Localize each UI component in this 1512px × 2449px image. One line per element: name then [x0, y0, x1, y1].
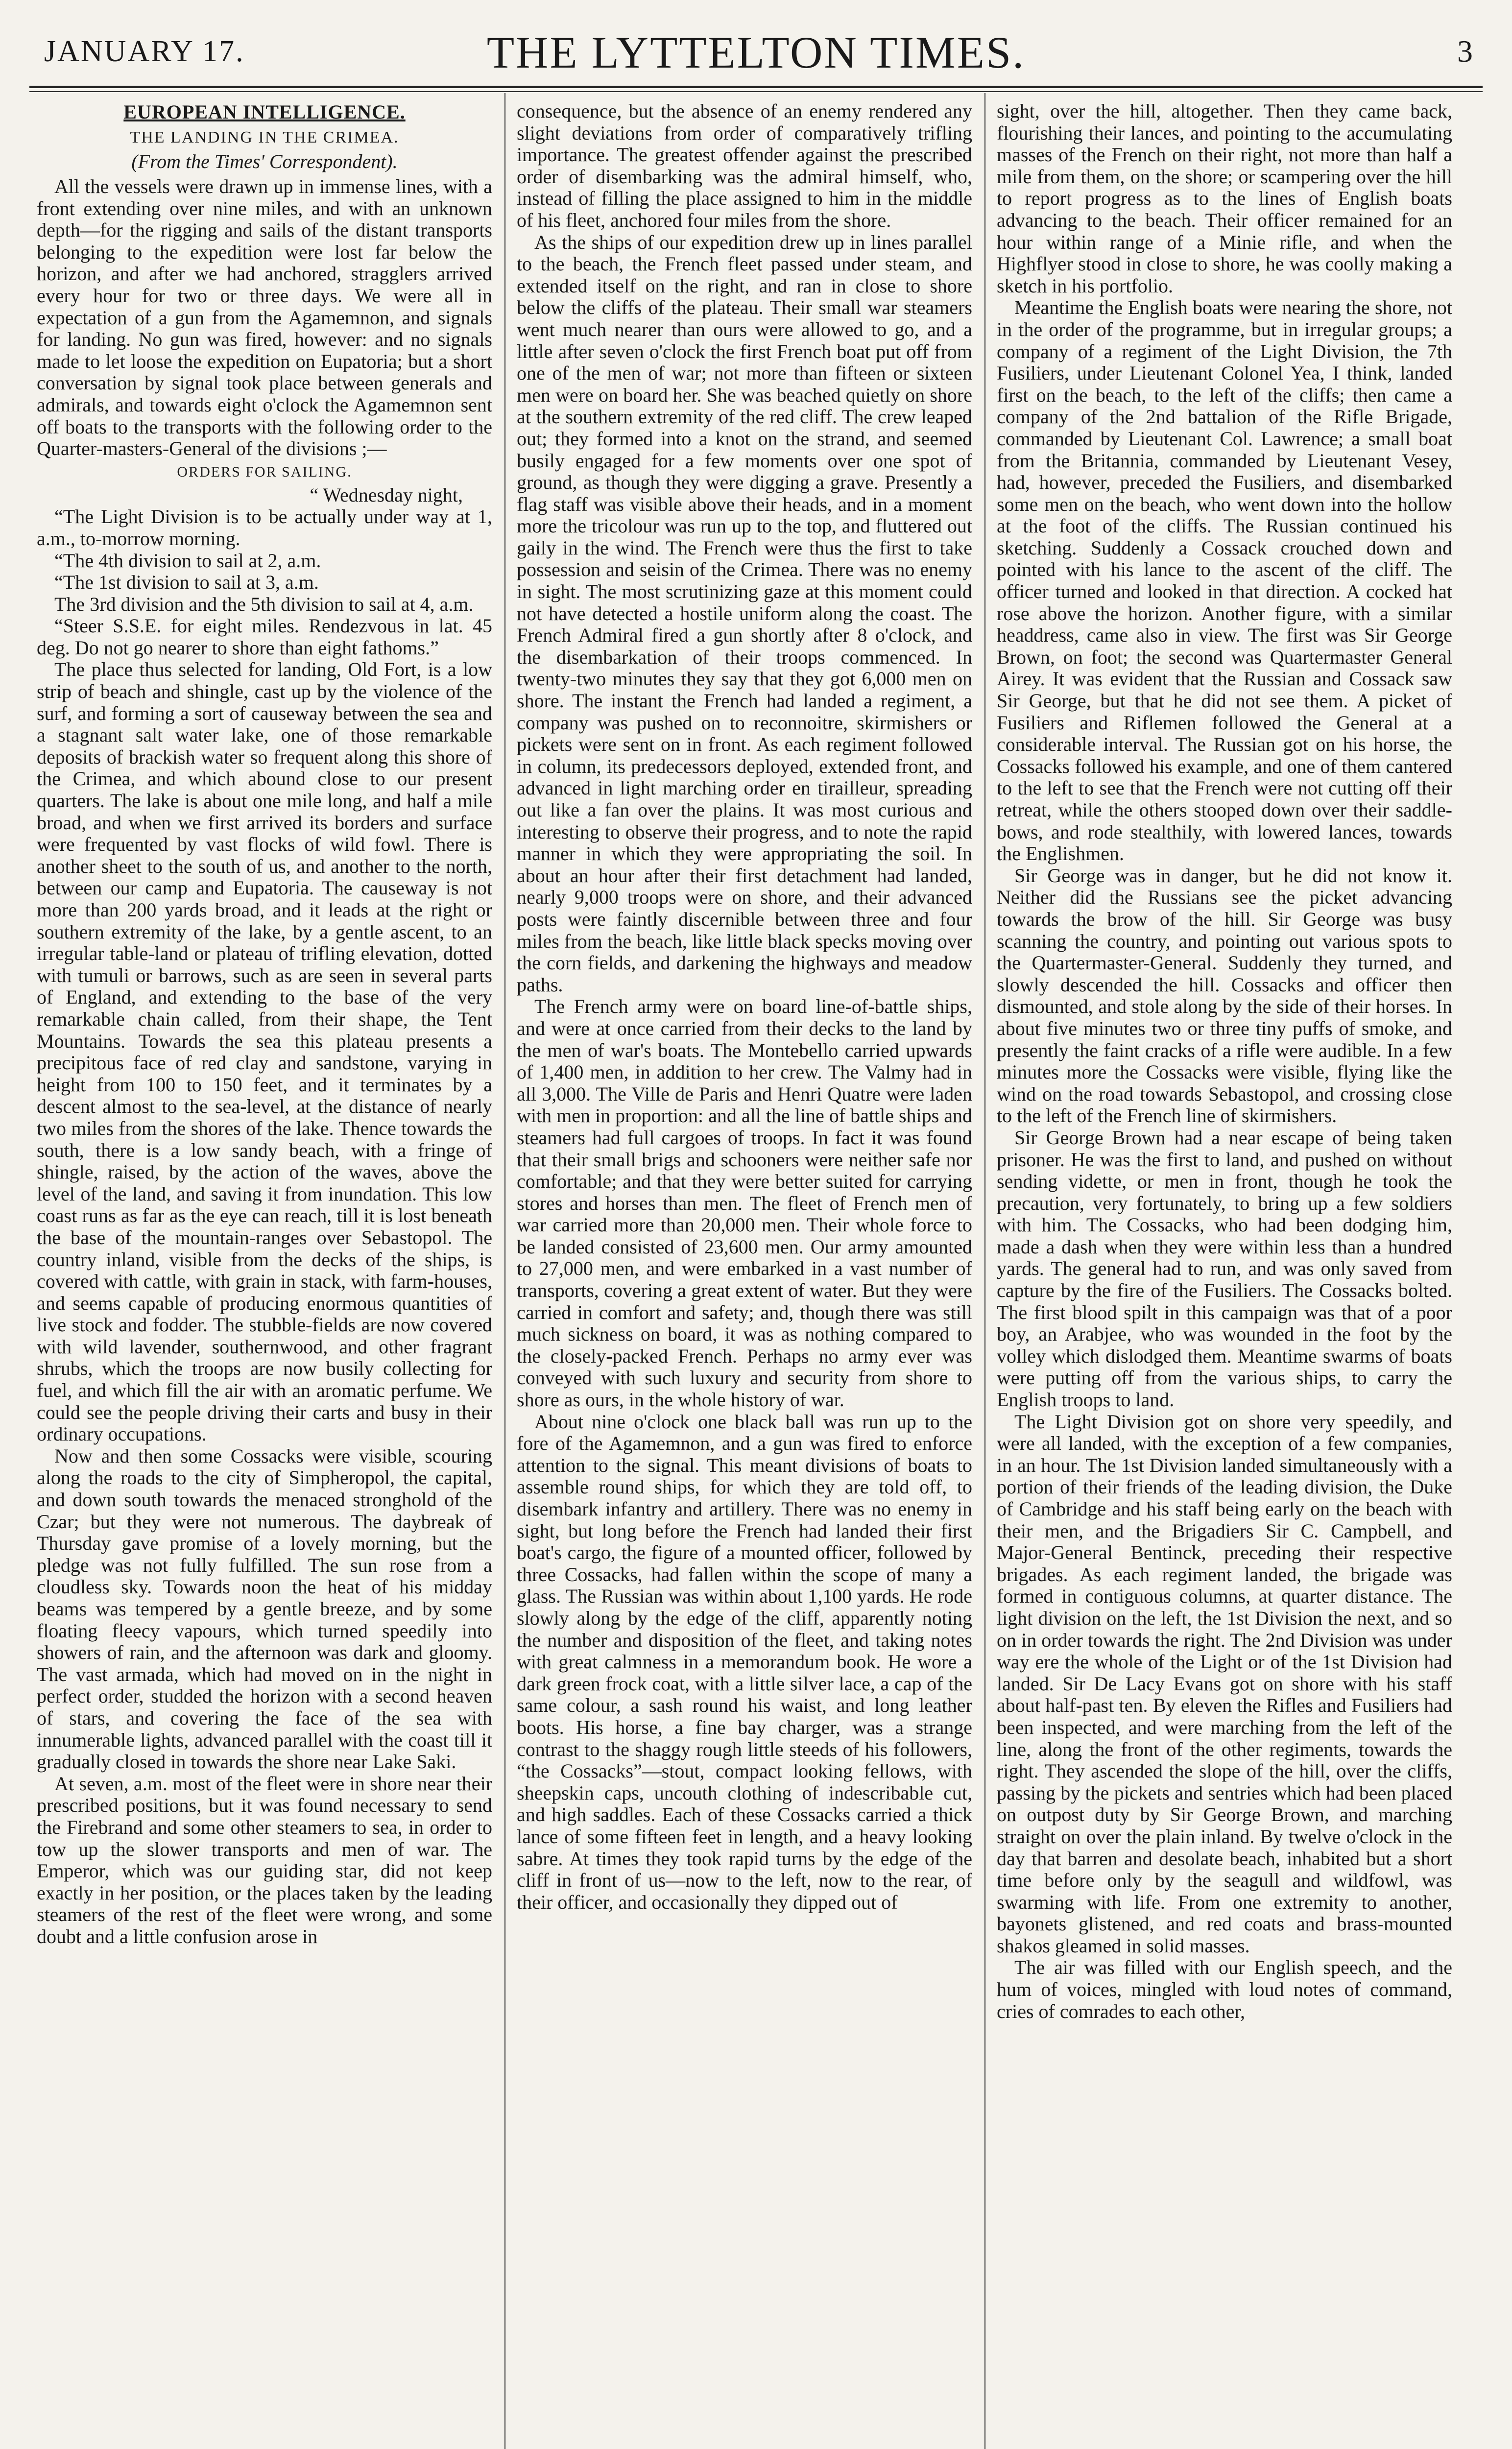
order-line: “The Light Division is to be actually under way at 1, a.m., to-morrow morning. [37, 505, 492, 550]
order-line: “The 4th division to sail at 2, a.m. [54, 549, 321, 572]
order-line: “ Wednesday night, [310, 483, 463, 506]
order-line: “Steer S.S.E. for eight miles. Rendezvous in lat. 45 deg. Do not go nearer to shore than eight fathoms.” [37, 615, 492, 659]
paragraph: sight, over the hill, altogether. Then they came back, flourishing their lances, and pointing to the accumulating masses of the French on their right, not more than half a mile from them, on the shore; or scampering over the hill to report progress as to the lines of English boats advancing to the beach. Their officer remained for an hour within range of a Minie rifle, and when the Highflyer stood in close to shore, he was coolly making a sketch in his portfolio. [997, 100, 1452, 297]
masthead [39, 24, 1473, 77]
paragraph: The French army were on board line-of-battle ships, and were at once carried from their decks to the land by the men of war's boats. The Montebello carried upwards of 1,400 men, in addition to her crew. The Valmy had in all 3,000. The Ville de Paris and Henri Quatre were laden with men in proportion: and all the line of battle ships and steamers had full cargoes of troops. In fact it was found that their small brigs and schooners were neither safe nor comfortable; and that they were better suited for carrying stores and horses than men. The fleet of French men of war carried more than 20,000 men. Their whole force to be landed consisted of 23,600 men. Our army amounted to 27,000 men, and were embarked in a vast number of transports, covering a great extent of water. But they were carried in comfort and safety; and, though there was still much sickness on board, it was as nothing compared to the closely-packed French. Perhaps no army ever was conveyed with such luxury and security from shore to shore as ours, in the whole history of war. [517, 995, 972, 1411]
newspaper-title: THE LYTTELTON TIMES. [486, 27, 1026, 77]
paragraph: The air was filled with our English speech, and the hum of voices, mingled with loud notes of command, cries of comrades to each other, [997, 1956, 1452, 2022]
paragraph: consequence, but the absence of an enemy rendered any slight deviations from order of comparatively trifling importance. The greatest offender against the prescribed order of disembarking was the admiral himself, who, instead of filling the place assigned to him in the middle of his fleet, anchored four miles from the shore. [517, 100, 972, 231]
column-3 [997, 100, 1452, 2449]
paragraph: All the vessels were drawn up in immense lines, with a front extending over nine miles, and with an unknown depth—for the rigging and sails of the distant transports belonging to the expedition were lost far below the horizon, and after we had anchored, stragglers arrived every hour for two or three days. We were all in expectation of a gun from the Agamemnon, and signals for landing. No gun was fired, however: and no signals made to let loose the expedition on Eupatoria; but a short conversation by signal took place between generals and admirals, and towards eight o'clock the Agamemnon sent off boats to the transports with the following order to the Quarter-masters-General of the divisions ;— [37, 175, 492, 460]
column-rule [984, 93, 985, 2449]
paragraph: Now and then some Cossacks were visible, scouring along the roads to the city of Simpheropol, the capital, and down south towards the menaced stronghold of the Czar; but they were not numerous. The daybreak of Thursday gave promise of a lovely morning, but the pledge was not fully fulfilled. The sun rose from a cloudless sky. Towards noon the heat of his midday beams was tempered by a gentle breeze, and by some floating fleecy vapours, which turned speedily into showers of rain, and the afternoon was dark and gloomy. The vast armada, which had moved on in the night in perfect order, studded the horizon with a second heaven of stars, and covering the face of the sea with innumerable lights, advanced parallel with the coast till it gradually closed in towards the shore near Lake Saki. [37, 1444, 492, 1773]
paragraph: At seven, a.m. most of the fleet were in shore near their prescribed positions, but it was found necessary to send the Firebrand and some other steamers to sea, in order to tow up the slower transports and men of war. The Emperor, which was our guiding star, did not keep exactly in her position, or the places taken by the leading steamers of the rest of the fleet were wrong, and some doubt and a little confusion arose in [37, 1772, 492, 1947]
article-byline: (From the Times' Correspondent). [131, 150, 398, 172]
section-heading: EUROPEAN INTELLIGENCE. [123, 101, 406, 123]
paragraph: The place thus selected for landing, Old Fort, is a low strip of beach and shingle, cast up by the violence of the surf, and forming a sort of causeway between the sea and a stagnant salt water lake, one of those remarkable deposits of brackish water so frequent along this shore of the Crimea, and which abound close to our present quarters. The lake is about one mile long, and half a mile broad, and when we first arrived its borders and surface were frequented by vast flocks of wild fowl. There is another sheet to the south of us, and another to the north, between our camp and Eupatoria. The causeway is not more than 200 yards broad, and it leads at the right or southern extremity of the lake, by a gentle ascent, to an irregular table-land or plateau of trifling elevation, dotted with tumuli or barrows, such as are seen in several parts of England, and extending to the base of the very remarkable chain called, from their shape, the Tent Mountains. Towards the sea this plateau presents a precipitous face of red clay and sandstone, varying in height from 100 to 150 feet, and it terminates by a descent almost to the sea-level, at the distance of nearly two miles from the shores of the lake. Thence towards the south, there is a low sandy beach, with a fringe of shingle, raised, by the action of the waves, above the level of the land, and saving it from inundation. This low coast runs as far as the eye can reach, till it is lost beneath the base of the mountain-ranges over Sebastopol. The country inland, visible from the decks of the ships, is covered with cattle, with grain in stack, with farm-houses, and seems capable of producing enormous quantities of live stock and fodder. The stubble-fields are now covered with wild lavender, southernwood, and other fragrant shrubs, which the troops are now busily collecting for fuel, and which fill the air with an aromatic perfume. We could see the people driving their carts and busy in their ordinary occupations. [37, 658, 492, 1445]
orders-heading: ORDERS FOR SAILING. [177, 463, 352, 480]
page-number: 3 [1457, 34, 1473, 69]
paragraph: As the ships of our expedition drew up in lines parallel to the beach, the French fleet passed under steam, and extended itself on the right, and ran in close to shore below the cliffs of the plateau. Their small war steamers went much nearer than ours were allowed to go, and a little after seven o'clock the first French boat put off from one of the men of war; not more than fifteen or sixteen men were on board her. She was beached quietly on shore at the southern extremity of the red cliff. The crew leaped out; they formed into a knot on the strand, and seemed busily engaged for a few moments over one spot of ground, as though they were digging a grave. Presently a flag staff was visible above their heads, and in a moment more the tricolour was run up to the top, and fluttered out gaily in the wind. The French were thus the first to take possession and seisin of the Crimea. There was no enemy in sight. The most scrutinizing gaze at this moment could not have detected a hostile uniform along the coast. The French Admiral fired a gun shortly after 8 o'clock, and the disembarkation of their troops commenced. In twenty-two minutes they say that they got 6,000 men on shore. The instant the French had landed a regiment, a company was pushed on to reconnoitre, skirmishers or pickets were sent on in front. As each regiment followed in column, its predecessors deployed, extended front, and advanced in light marching order en tirailleur, spreading out like a fan over the plains. It was most curious and interesting to observe their progress, and to note the rapid manner in which they were appropriating the soil. In about an hour after their first detachment had landed, nearly 9,000 troops were on shore, and their advanced posts were faintly discernible between three and four miles from the beach, like little black specks moving over the corn fields, and darkening the highways and meadow paths. [517, 231, 972, 996]
orders-block [37, 484, 492, 659]
masthead-rule-thin [29, 91, 1483, 92]
paragraph: The Light Division got on shore very speedily, and were all landed, with the exception of a few companies, in an hour. The 1st Division landed simultaneously with a portion of their friends of the leading division, the Duke of Cambridge and his staff being early on the beach with their men, and the Brigadiers Sir C. Campbell, and Major-General Bentinck, preceding their respective brigades. As each regiment landed, the brigade was formed in contiguous columns, at quarter distance. The light division on the left, the 1st Division the next, and so on in order towards the right. The 2nd Division was under way ere the whole of the Light or of the 1st Division had landed. Sir De Lacy Evans got on shore with his staff about half-past ten. By eleven the Rifles and Fusiliers had been inspected, and were marching from the left of the line, along the front of the other regiments, towards the right. They ascended the slope of the hill, over the cliffs, passing by the pickets and sentries which had been placed on outpost duty by Sir George Brown, and marching straight on over the plain inland. By twelve o'clock in the day that barren and desolate beach, inhabited but a short time before only by the seagull and wildfowl, was swarming with life. From one extremity to another, bayonets glistened, and red coats and brass-mounted shakos gleamed in solid masses. [997, 1410, 1452, 1957]
issue-date: JANUARY 17. [44, 35, 245, 68]
column-2 [517, 100, 972, 2449]
paragraph: Meantime the English boats were nearing the shore, not in the order of the programme, but in irregular groups; a company of a regiment of the Light Division, the 7th Fusiliers, under Lieutenant Colonel Yea, I think, landed first on the beach, to the left of the cliffs; then came a company of the 2nd battalion of the Rifle Brigade, commanded by Lieutenant Col. Lawrence; a small boat from the Britannia, commanded by Lieutenant Vesey, had, however, preceded the Fusiliers, and disembarked some men on the beach, who went down into the hollow at the foot of the cliffs. The Russian continued his sketching. Suddenly a Cossack crouched down and pointed with his lance to the ascent of the cliff. The officer turned and looked in that direction. A cocked hat rose above the horizon. Another figure, with a similar headdress, came also in view. The first was Sir George Brown, on foot; the second was Quartermaster General Airey. It was evident that the Russian and Cossack saw Sir George, but that he did not see them. A picket of Fusiliers and Riflemen followed the General at a considerable interval. The Russian got on his horse, the Cossacks followed his example, and one of them cantered to the left to see that the French were not cutting off their retreat, while the others stooped down over their saddle-bows, and rode stealthily, with lowered lances, towards the Englishmen. [997, 296, 1452, 865]
column-rule [504, 93, 505, 2449]
paragraph: Sir George was in danger, but he did not know it. Neither did the Russians see the picket advancing towards the brow of the hill. Sir George was busy scanning the country, and pointing out various spots to the Quartermaster-General. Suddenly they turned, and slowly descended the hill. Cossacks and officer then dismounted, and stole along by the side of their horses. In about five minutes two or three tiny puffs of smoke, and presently the faint cracks of a rifle were audible. In a few minutes more the Cossacks were visible, flying like the wind on the road towards Sebastopol, and crossing close to the left of the French line of skirmishers. [997, 864, 1452, 1127]
paragraph: About nine o'clock one black ball was run up to the fore of the Agamemnon, and a gun was fired to enforce attention to the signal. This meant divisions of boats to assemble round ships, for which they are told off, to disembark infantry and artillery. There was no enemy in sight, but long before the French had landed their first boat's cargo, the figure of a mounted officer, followed by three Cossacks, had fallen within the scope of many a glass. The Russian was within about 1,100 yards. He rode slowly along by the edge of the cliff, apparently noting the number and disposition of the fleet, and taking notes with great calmness in a memorandum book. He wore a dark green frock coat, with a little silver lace, a cap of the same colour, a sash round his waist, and long leather boots. His horse, a fine bay charger, was a strange contrast to the shaggy rough little steeds of his followers, “the Cossacks”—stout, compact looking fellows, with sheepskin caps, uncouth clothing of indescribable cut, and high saddles. Each of these Cossacks carried a thick lance of some fifteen feet in length, and a heavy looking sabre. At times they took rapid turns by the edge of the cliff in front of us—now to the left, now to the rear, of their officer, and occasionally they dipped out of [517, 1410, 972, 1913]
paragraph: Sir George Brown had a near escape of being taken prisoner. He was the first to land, and pushed on without sending vidette, or men in front, though he took the precaution, very fortunately, to bring up a few soldiers with him. The Cossacks, who had been dodging him, made a dash when they were within less than a hundred yards. The general had to run, and was only saved from capture by the fire of the Fusiliers. The Cossacks bolted. The first blood spilt in this campaign was that of a poor boy, an Arabjee, who was wounded in the foot by the volley which dislodged them. Meantime swarms of boats were putting off from the various ships, to carry the English troops to land. [997, 1126, 1452, 1411]
column-1 [37, 100, 492, 2449]
masthead-rule [29, 86, 1483, 88]
order-line: “The 1st division to sail at 3, a.m. [54, 571, 319, 594]
order-line: The 3rd division and the 5th division to sail at 4, a.m. [54, 593, 474, 615]
article-headline: THE LANDING IN THE CRIMEA. [130, 128, 399, 146]
